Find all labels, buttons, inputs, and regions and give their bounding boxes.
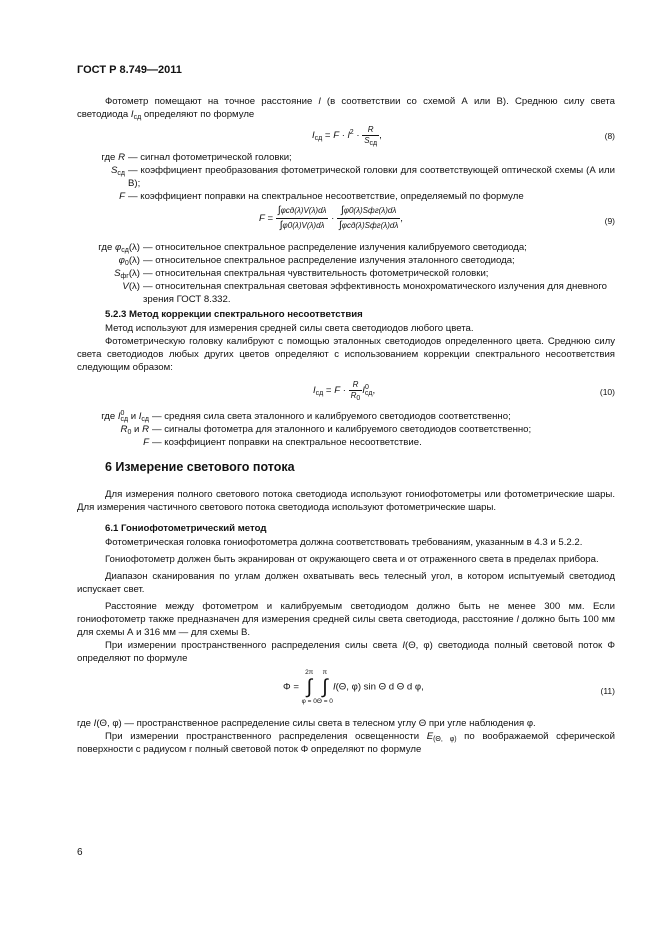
paragraph: Метод используют для измерения средней силы света светодиодов любого цвета. xyxy=(105,323,474,334)
formula-number: (10) xyxy=(599,387,615,397)
formula-11: Φ = 2π ∫ φ = 0 π ∫ Θ = 0 I(Θ, φ) sin Θ d Θ d φ, (11) xyxy=(283,669,615,705)
paragraph: Для измерения полного светового потока светодиода используют гониофотометры или фотометрические шары. Для измерения частичного светового потока светодиода используют фотометрические шары. xyxy=(77,489,615,513)
fraction: $\frac{R}{R_0}$ xyxy=(350,380,361,402)
definitions-9: где $\varphi_{сд}(\lambda)$ — относительное спектральное распределение излучения калибруемого светодиода; $\varphi_0(\lambda)$ — относительное спектральное распределение излучения эталонного светодиода; $S_{фг}(\lambda)$ — относительная спектральная чувствительность фотометрической головки; V(λ) — относительная спектральная световая эффективность монохроматического излучения для дневного зрения ГОСТ 8.332. xyxy=(98,242,608,305)
formula-9: F = $\frac{\text{∫φсд(λ)V(λ)dλ}}{\int\varphi 0(\lambda)V(\lambda)d\lambda}$ · $\frac{\text{∫φ0(λ)Sфг(λ)dλ}}{\text{∫φсд(λ)Sфг(λ)dλ}}$ , (9) xyxy=(259,205,615,231)
fraction: $\frac{\text{∫φ0(λ)Sфг(λ)dλ}}{\text{∫φсд(λ)Sфг(λ)dλ}}$ xyxy=(339,205,399,231)
section-6-title: 6 Измерение светового потока xyxy=(105,460,295,474)
integral-sign: ∫ xyxy=(339,220,342,231)
fraction: $\frac{R}{S_{сд}}$ xyxy=(364,125,378,147)
section-5-2-3-title: 5.2.3 Метод коррекции спектрального несоответствия xyxy=(105,309,363,320)
formula-10: $I_{сд} = F$ · $\frac{R}{R_0}$ $I^0_{сд}$, (10) xyxy=(313,380,615,402)
definitions-8: где R — сигнал фотометрической головки; $S_{сд}$ — коэффициент преобразования фотометрической головки для соответствующей оптической схемы (А или В); F — коэффициент поправки на спектральное несоответствие, определяемый по формуле xyxy=(101,152,615,202)
formula-number: (8) xyxy=(604,131,615,141)
definition-11: где I(Θ, φ) — пространственное распределение силы света в телесном углу Θ при угле наблюдения φ. xyxy=(77,718,536,729)
integral-sign: ∫ xyxy=(306,676,312,698)
formula-number: (9) xyxy=(604,216,615,226)
standard-header: ГОСТ Р 8.749—2011 xyxy=(77,64,182,76)
paragraph: Фотометрическая головка гониофотометра должна соответствовать требованиям, указанным в 4.3 и 5.2.2. xyxy=(105,537,583,548)
paragraph: Диапазон сканирования по углам должен охватывать весь телесный угол, в котором испытуемый светодиод испускает свет. xyxy=(77,571,615,595)
formula-number: (11) xyxy=(600,686,615,696)
paragraph: При измерении пространственного распределения освещенности $E_{(\Theta, \varphi)}$ по воображаемой сферической поверхности с радиусом r полный световой поток Φ определяют по формуле xyxy=(77,731,615,755)
paragraph: При измерении пространственного распределения силы света I(Θ, φ) светодиода полный световой поток Φ определяют по формуле xyxy=(77,640,616,664)
paragraph: Расстояние между фотометром и калибруемым светодиодом должно быть не менее 300 мм. Если гониофотометр также предназначен для измерения средней силы света светодиода, расстояние l должно быть 100 мм для схемы А и 316 мм — для схемы В. xyxy=(77,601,615,638)
integral-sign: ∫ xyxy=(277,205,281,216)
integral-sign: ∫ xyxy=(322,676,328,698)
integral-limits: π ∫ Θ = 0 xyxy=(316,669,333,705)
document-body xyxy=(77,95,615,756)
fraction: $\frac{\text{∫φсд(λ)V(λ)dλ}}{\int\varphi 0(\lambda)V(\lambda)d\lambda}$ xyxy=(277,205,327,231)
integral-limits: 2π ∫ φ = 0 xyxy=(301,669,317,705)
formula-8: $I_{сд} = F \cdot l^2$ · $\frac{R}{S_{сд}}$ , (8) xyxy=(312,125,615,147)
paragraph-photometer-distance: Фотометр помещают на точное расстояние l (в соответствии со схемой А или В). Среднюю силу света светодиода $I_{сд}$ определяют по формуле xyxy=(77,96,615,121)
integral-sign: ∫ xyxy=(340,205,344,216)
definitions-10: где $I^0_{сд}$ и $I_{сд}$ — средняя сила света эталонного и калибруемого светодиодов соответственно; $R_0$ и R — сигналы фотометра для эталонного и калибруемого светодиодов соответственно; F — коэффициент поправки на спектральное несоответствие. xyxy=(101,410,532,448)
page-number: 6 xyxy=(77,847,83,858)
paragraph: Фотометрическую головку калибруют с помощью эталонных светодиодов определенного цвета. Среднюю силу света светодиодов любых других цветов определяют с использованием коррекции спектрального несоответствия следующим образом: xyxy=(77,336,615,373)
paragraph: Гониофотометр должен быть экранирован от окружающего света и от отраженного света в пределах прибора. xyxy=(105,554,599,565)
integral-sign: ∫ xyxy=(279,220,283,231)
section-6-1-title: 6.1 Гониофотометрический метод xyxy=(105,523,267,534)
